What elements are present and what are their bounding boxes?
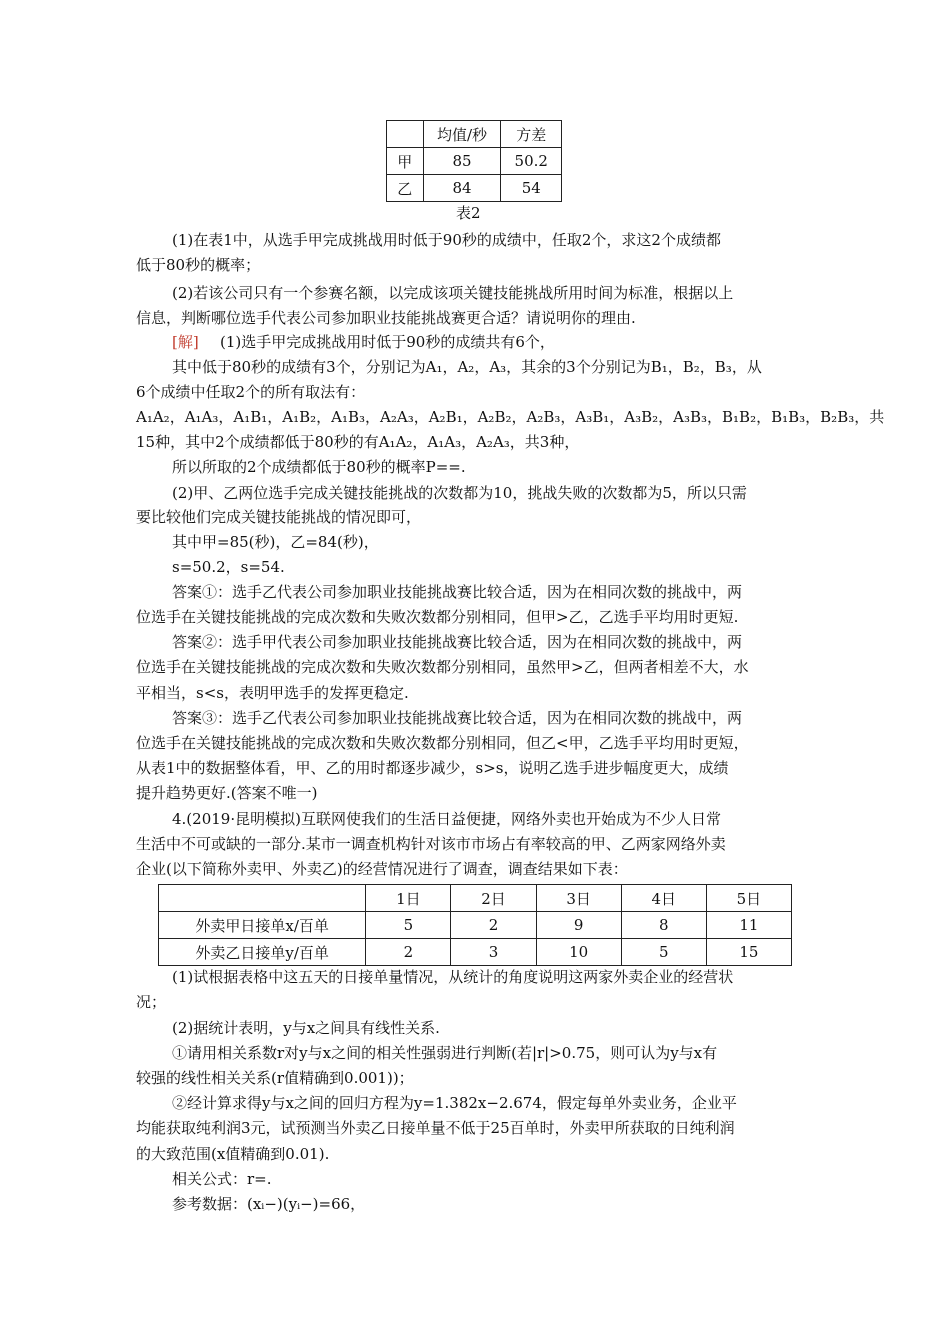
table-2 <box>386 120 562 202</box>
table-cell: 2日 <box>451 885 536 912</box>
text-line: (1)试根据表格中这五天的日接单量情况，从统计的角度说明这两家外卖企业的经营状 <box>172 968 734 986</box>
table-cell: 5日 <box>706 885 791 912</box>
table-cell: 10 <box>536 939 621 966</box>
text-line: 所以所取的2个成绩都低于80秒的概率P==. <box>172 458 466 476</box>
table-row <box>387 175 562 202</box>
text-line: 要比较他们完成关键技能挑战的情况即可， <box>136 508 422 526</box>
table-cell: 4日 <box>621 885 706 912</box>
solution-tag: [解] <box>172 333 199 351</box>
text-line: 位选手在关键技能挑战的完成次数和失败次数都分别相同，但乙<甲，乙选手平均用时更短， <box>136 734 749 752</box>
table-cell: 9 <box>536 912 621 939</box>
text-line: 其中低于80秒的成绩有3个，分别记为A₁，A₂，A₃，其余的3个分别记为B₁，B₂，B₃，从 <box>172 358 762 376</box>
text-line: 提升趋势更好.(答案不唯一) <box>136 784 318 802</box>
text-line: (2)甲、乙两位选手完成关键技能挑战的次数都为10，挑战失败的次数都为5，所以只需 <box>172 484 747 502</box>
text-line: 6个成绩中任取2个的所有取法有： <box>136 383 366 401</box>
table-cell: 外卖乙日接单y/百单 <box>159 939 366 966</box>
table-cell: 8 <box>621 912 706 939</box>
text-line: ②经计算求得y与x之间的回归方程为y=1.382x−2.674，假定每单外卖业务，企业平 <box>172 1094 737 1112</box>
table-cell <box>387 121 424 148</box>
takeout-table <box>158 884 792 966</box>
table-cell: 5 <box>366 912 451 939</box>
text-line: 均能获取纯利润3元，试预测当外卖乙日接单量不低于25百单时，外卖甲所获取的日纯利润 <box>136 1119 735 1137</box>
text-line: 况； <box>136 993 167 1011</box>
table-cell: 甲 <box>387 148 424 175</box>
table-cell: 外卖甲日接单x/百单 <box>159 912 366 939</box>
table-cell: 11 <box>706 912 791 939</box>
text-line: A₁A₂，A₁A₃，A₁B₁，A₁B₂，A₁B₃，A₂A₃，A₂B₁，A₂B₂，A₂B₃，A₃B₁，A₃B₂，A₃B₃，B₁B₂，B₁B₃，B₂B₃，共 <box>136 408 885 426</box>
table-cell: 乙 <box>387 175 424 202</box>
text-line: 答案①：选手乙代表公司参加职业技能挑战赛比较合适，因为在相同次数的挑战中，两 <box>172 583 743 601</box>
table-cell: 2 <box>451 912 536 939</box>
table-cell: 3日 <box>536 885 621 912</box>
text-line: 参考数据：(xᵢ−)(yᵢ−)=66， <box>172 1195 366 1213</box>
text-line: ①请用相关系数r对y与x之间的相关性强弱进行判断(若|r|>0.75，则可认为y与x有 <box>172 1044 718 1062</box>
text-line: 生活中不可或缺的一部分.某市一调查机构针对该市市场占有率较高的甲、乙两家网络外卖 <box>136 835 726 853</box>
text-line: 较强的线性相关关系(r值精确到0.001))； <box>136 1069 414 1087</box>
text-line: 信息，判断哪位选手代表公司参加职业技能挑战赛更合适？请说明你的理由. <box>136 309 636 327</box>
text-line: (1)在表1中，从选手甲完成挑战用时低于90秒的成绩中，任取2个，求这2个成绩都 <box>172 231 721 249</box>
text-line: 15种，其中2个成绩都低于80秒的有A₁A₂，A₁A₃，A₂A₃，共3种， <box>136 433 580 451</box>
table-row <box>387 148 562 175</box>
table-header-row <box>159 885 792 912</box>
text-line: 答案③：选手乙代表公司参加职业技能挑战赛比较合适，因为在相同次数的挑战中，两 <box>172 709 743 727</box>
text-line: 从表1中的数据整体看，甲、乙的用时都逐步减少，s>s，说明乙选手进步幅度更大，成绩 <box>136 759 729 777</box>
table-cell: 均值/秒 <box>423 121 501 148</box>
text-line: (2)据统计表明，y与x之间具有线性关系. <box>172 1019 440 1037</box>
text-line: 4.(2019·昆明模拟)互联网使我们的生活日益便捷，网络外卖也开始成为不少人日常 <box>172 810 721 828</box>
table-cell: 50.2 <box>501 148 562 175</box>
table-cell: 1日 <box>366 885 451 912</box>
text-line: 的大致范围(x值精确到0.01). <box>136 1145 330 1163</box>
table-header-row <box>387 121 562 148</box>
text-line: 其中甲=85(秒)，乙=84(秒)， <box>172 533 379 551</box>
text-line: 平相当，s<s，表明甲选手的发挥更稳定. <box>136 684 409 702</box>
table-cell: 3 <box>451 939 536 966</box>
text-line: (1)选手甲完成挑战用时低于90秒的成绩共有6个， <box>220 333 555 351</box>
text-line: 答案②：选手甲代表公司参加职业技能挑战赛比较合适，因为在相同次数的挑战中，两 <box>172 633 743 651</box>
text-line: 相关公式：r=. <box>172 1170 272 1188</box>
table-row <box>159 939 792 966</box>
text-line: (2)若该公司只有一个参赛名额，以完成该项关键技能挑战所用时间为标准，根据以上 <box>172 284 734 302</box>
table-cell: 方差 <box>501 121 562 148</box>
text-line: 位选手在关键技能挑战的完成次数和失败次数都分别相同，但甲>乙，乙选手平均用时更短. <box>136 608 739 626</box>
table-cell: 5 <box>621 939 706 966</box>
table-cell: 85 <box>423 148 501 175</box>
table-cell <box>159 885 366 912</box>
text-line: s=50.2，s=54. <box>172 558 285 576</box>
table-caption: 表2 <box>456 204 481 222</box>
table-cell: 2 <box>366 939 451 966</box>
table-cell: 15 <box>706 939 791 966</box>
text-line: 位选手在关键技能挑战的完成次数和失败次数都分别相同，虽然甲>乙，但两者相差不大，水 <box>136 658 749 676</box>
table-cell: 54 <box>501 175 562 202</box>
text-line: 企业(以下简称外卖甲、外卖乙)的经营情况进行了调查，调查结果如下表： <box>136 860 628 878</box>
table-cell: 84 <box>423 175 501 202</box>
text-line: 低于80秒的概率； <box>136 256 261 274</box>
table-row <box>159 912 792 939</box>
